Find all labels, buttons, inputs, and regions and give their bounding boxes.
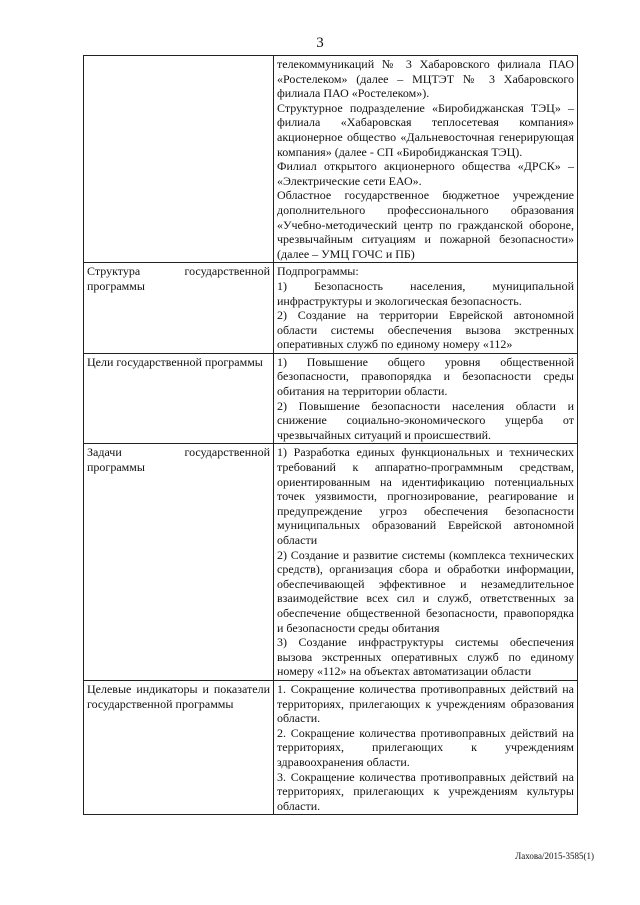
row-label-text: Структура государственной программы: [87, 264, 270, 293]
row-label: [84, 444, 274, 681]
content-paragraph: 2) Повышение безопасности населения области и снижение социально-экономического ущерба от чрезвычайных ситуаций и происшествий.: [277, 398, 574, 442]
row-label-text: Целевые индикаторы и показатели государственной программы: [87, 681, 270, 711]
row-label: [84, 680, 274, 814]
page-number: 3: [316, 35, 324, 51]
program-passport-table: [83, 55, 578, 815]
table-row: [84, 56, 578, 263]
row-label-text: Задачи государственной программы: [87, 445, 270, 475]
content-paragraph: 1) Безопасность населения, муниципальной инфраструктуры и экологическая безопасность.: [277, 278, 574, 308]
row-content: [274, 353, 578, 444]
table-row: [84, 263, 578, 354]
table-row: [84, 353, 578, 444]
row-content: [274, 444, 578, 681]
row-label: [84, 263, 274, 354]
content-paragraph: 2. Сокращение количества противоправных действий на территориях, прилегающих к учреждениям здравоохранения области.: [277, 725, 574, 769]
content-paragraph: 1. Сокращение количества противоправных действий на территориях, прилегающих к учреждениям образования области.: [277, 681, 574, 726]
row-label: [84, 56, 274, 263]
content-paragraph: 1) Повышение общего уровня общественной безопасности, правопорядка и безопасности среды обитания на территории области.: [277, 354, 574, 399]
row-content: [274, 263, 578, 354]
table-row: [84, 444, 578, 681]
content-paragraph: 2) Создание и развитие системы (комплекса технических средств), организация сбора и обработки информации, обеспечивающей эффективное и незамедлительное взаимодействие всех сил и служб, ответственных за обеспечение общественной безопасности, правопорядка и безопасности среды обитания: [277, 547, 574, 635]
row-label: [84, 353, 274, 444]
content-paragraph: телекоммуникаций № 3 Хабаровского филиала ПАО «Ростелеком» (далее – МЦТЭТ № 3 Хабаровского филиала ПАО «Ростелеком»).: [277, 57, 574, 101]
document-code: Лахова/2015-3585(1): [515, 851, 594, 861]
content-paragraph: 3) Создание инфраструктуры системы обеспечения вызова экстренных оперативных служб по единому номеру «112» на объектах автоматизации области: [277, 635, 574, 679]
row-label-text: Цели государственной программы: [87, 354, 263, 369]
row-content: [274, 680, 578, 814]
content-paragraph: Филиал открытого акционерного общества «ДРСК» – «Электрические сети ЕАО».: [277, 159, 574, 188]
content-paragraph: Подпрограммы:: [277, 264, 359, 279]
content-paragraph: Областное государственное бюджетное учреждение дополнительного профессионального образования «Учебно-методический центр по гражданской обороне, чрезвычайным ситуациям и пожарной безопасности» (далее – УМЦ ГОЧС и ПБ): [277, 188, 574, 261]
content-paragraph: Структурное подразделение «Биробиджанская ТЭЦ» – филиала «Хабаровская теплосетевая компания» акционерное общество «Дальневосточная генерирующая компания» (далее - СП «Биробиджанская ТЭЦ).: [277, 100, 574, 159]
content-paragraph: 1) Разработка единых функциональных и технических требований к аппаратно-программным средствам, ориентированным на идентификацию потенциальных точек уязвимости, прогнозирование, реагирование и предупреждение угроз обеспечения безопасности муниципальных образований Еврейской автономной области: [277, 445, 574, 547]
row-content: [274, 56, 578, 263]
content-paragraph: 2) Создание на территории Еврейской автономной области системы обеспечения вызова экстренных оперативных служб по единому номеру «112»: [277, 308, 574, 352]
table-row: [84, 680, 578, 814]
content-paragraph: 3. Сокращение количества противоправных действий на территориях, прилегающих к учреждениям культуры области.: [277, 769, 574, 813]
